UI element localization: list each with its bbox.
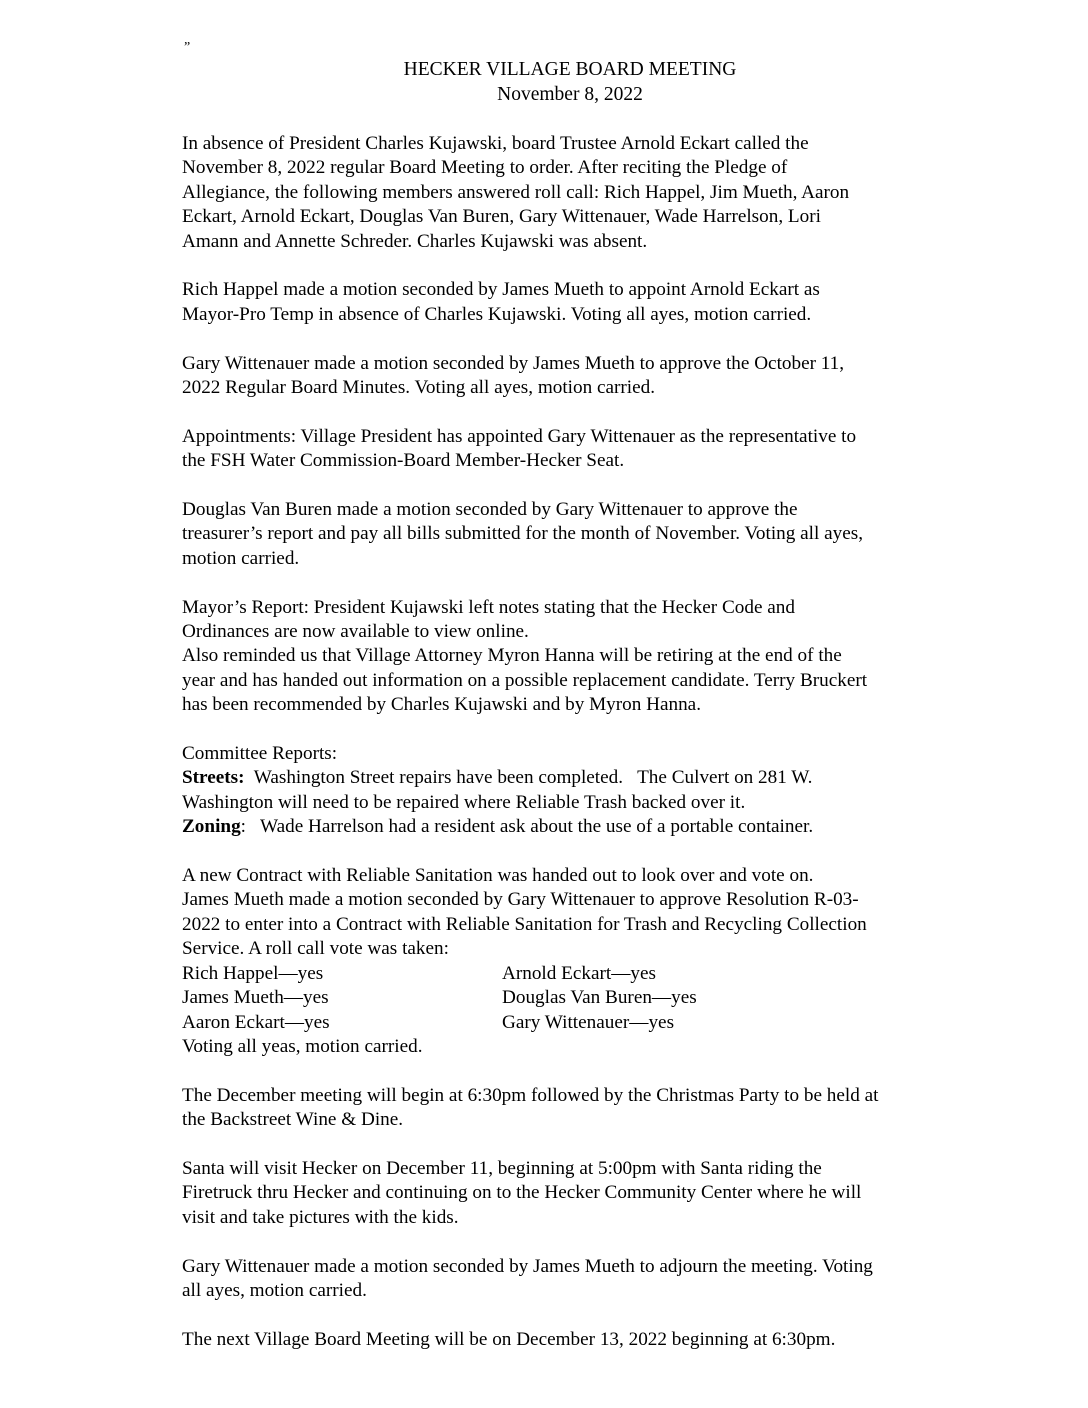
- text-line: Firetruck thru Hecker and continuing on to the Hecker Community Center where he will: [182, 1182, 862, 1204]
- text-line: Washington will need to be repaired where Reliable Trash backed over it.: [182, 791, 746, 813]
- paragraph-call-to-order: [182, 132, 972, 254]
- paragraph-treasurer-report: [182, 498, 972, 571]
- committee-heading: Committee Reports:: [182, 743, 338, 765]
- vote-entry: Rich Happel—yes: [182, 962, 324, 984]
- text-line: Mayor-Pro Temp in absence of Charles Kujawski. Voting all ayes, motion carried.: [182, 303, 812, 325]
- streets-report: [182, 766, 972, 790]
- text-line: Santa will visit Hecker on December 11, beginning at 5:00pm with Santa riding the: [182, 1157, 822, 1179]
- text-line: Allegiance, the following members answered roll call: Rich Happel, Jim Mueth, Aaron: [182, 181, 850, 203]
- paragraph-committee-reports: [182, 742, 972, 840]
- vote-entry: Aaron Eckart—yes: [182, 1011, 330, 1033]
- zoning-text: : Wade Harrelson had a resident ask about the use of a portable container.: [240, 816, 814, 838]
- text-line: the Backstreet Wine & Dine.: [182, 1109, 404, 1131]
- text-line: 2022 to enter into a Contract with Reliable Sanitation for Trash and Recycling Collection: [182, 913, 867, 935]
- minutes-body: [182, 132, 972, 1377]
- streets-text: Washington Street repairs have been completed. The Culvert on 281 W.: [244, 767, 813, 789]
- meeting-date: November 8, 2022: [497, 84, 643, 105]
- text-line: the FSH Water Commission-Board Member-Hecker Seat.: [182, 450, 625, 472]
- text-line: visit and take pictures with the kids.: [182, 1206, 459, 1228]
- text-line: Service. A roll call vote was taken:: [182, 938, 449, 960]
- text-line: Gary Wittenauer made a motion seconded by James Mueth to adjourn the meeting. Voting: [182, 1255, 873, 1277]
- vote-entry: James Mueth—yes: [182, 987, 329, 1009]
- text-line: November 8, 2022 regular Board Meeting to order. After reciting the Pledge of: [182, 157, 788, 179]
- paragraph-mayor-pro-temp: [182, 278, 972, 327]
- text-line: 2022 Regular Board Minutes. Voting all ayes, motion carried.: [182, 377, 656, 399]
- text-line: motion carried.: [182, 547, 300, 569]
- text-line: James Mueth made a motion seconded by Gary Wittenauer to approve Resolution R-03-: [182, 889, 859, 911]
- paragraph-santa-visit: [182, 1157, 972, 1230]
- text-line: The December meeting will begin at 6:30pm followed by the Christmas Party to be held at: [182, 1084, 879, 1106]
- text-line: Ordinances are now available to view online.: [182, 621, 529, 643]
- vote-entry: Douglas Van Buren—yes: [502, 987, 697, 1009]
- paragraph-adjourn: [182, 1255, 972, 1304]
- roll-call-votes: [182, 962, 972, 1035]
- text-line: has been recommended by Charles Kujawski and by Myron Hanna.: [182, 694, 701, 716]
- text-line: Also reminded us that Village Attorney Myron Hanna will be retiring at the end of the: [182, 645, 842, 667]
- vote-entry: Gary Wittenauer—yes: [502, 1011, 675, 1033]
- text-line: A new Contract with Reliable Sanitation was handed out to look over and vote on.: [182, 865, 814, 887]
- text-line: Eckart, Arnold Eckart, Douglas Van Buren, Gary Wittenauer, Wade Harrelson, Lori: [182, 206, 821, 228]
- text-line: all ayes, motion carried.: [182, 1279, 367, 1301]
- text-line: Rich Happel made a motion seconded by James Mueth to appoint Arnold Eckart as: [182, 279, 820, 301]
- zoning-report: [182, 815, 972, 839]
- vote-entry: Arnold Eckart—yes: [502, 962, 656, 984]
- text-line: Gary Wittenauer made a motion seconded by James Mueth to approve the October 11,: [182, 352, 845, 374]
- text-line: treasurer’s report and pay all bills submitted for the month of November. Voting all ayes,: [182, 523, 864, 545]
- paragraph-contract-resolution: [182, 864, 972, 1059]
- text-line: Amann and Annette Schreder. Charles Kujawski was absent.: [182, 230, 648, 252]
- paragraph-minutes-approval: [182, 352, 972, 401]
- paragraph-december-meeting: [182, 1084, 972, 1133]
- text-line: year and has handed out information on a possible replacement candidate. Terry Bruckert: [182, 669, 868, 691]
- paragraph-mayors-report: [182, 596, 972, 718]
- text-line: Appointments: Village President has appointed Gary Wittenauer as the representative to: [182, 425, 857, 447]
- streets-label: Streets:: [182, 767, 245, 789]
- text-line: Douglas Van Buren made a motion seconded by Gary Wittenauer to approve the: [182, 499, 798, 521]
- text-line: Mayor’s Report: President Kujawski left notes stating that the Hecker Code and: [182, 596, 795, 618]
- vote-result: Voting all yeas, motion carried.: [182, 1035, 423, 1057]
- zoning-label: Zoning: [182, 816, 241, 838]
- paragraph-next-meeting: [182, 1328, 972, 1352]
- stray-mark: ”: [184, 40, 191, 55]
- document-title: HECKER VILLAGE BOARD MEETING: [403, 59, 737, 80]
- text-line: The next Village Board Meeting will be on December 13, 2022 beginning at 6:30pm.: [182, 1328, 836, 1350]
- paragraph-appointments: [182, 425, 972, 474]
- text-line: In absence of President Charles Kujawski, board Trustee Arnold Eckart called the: [182, 133, 809, 154]
